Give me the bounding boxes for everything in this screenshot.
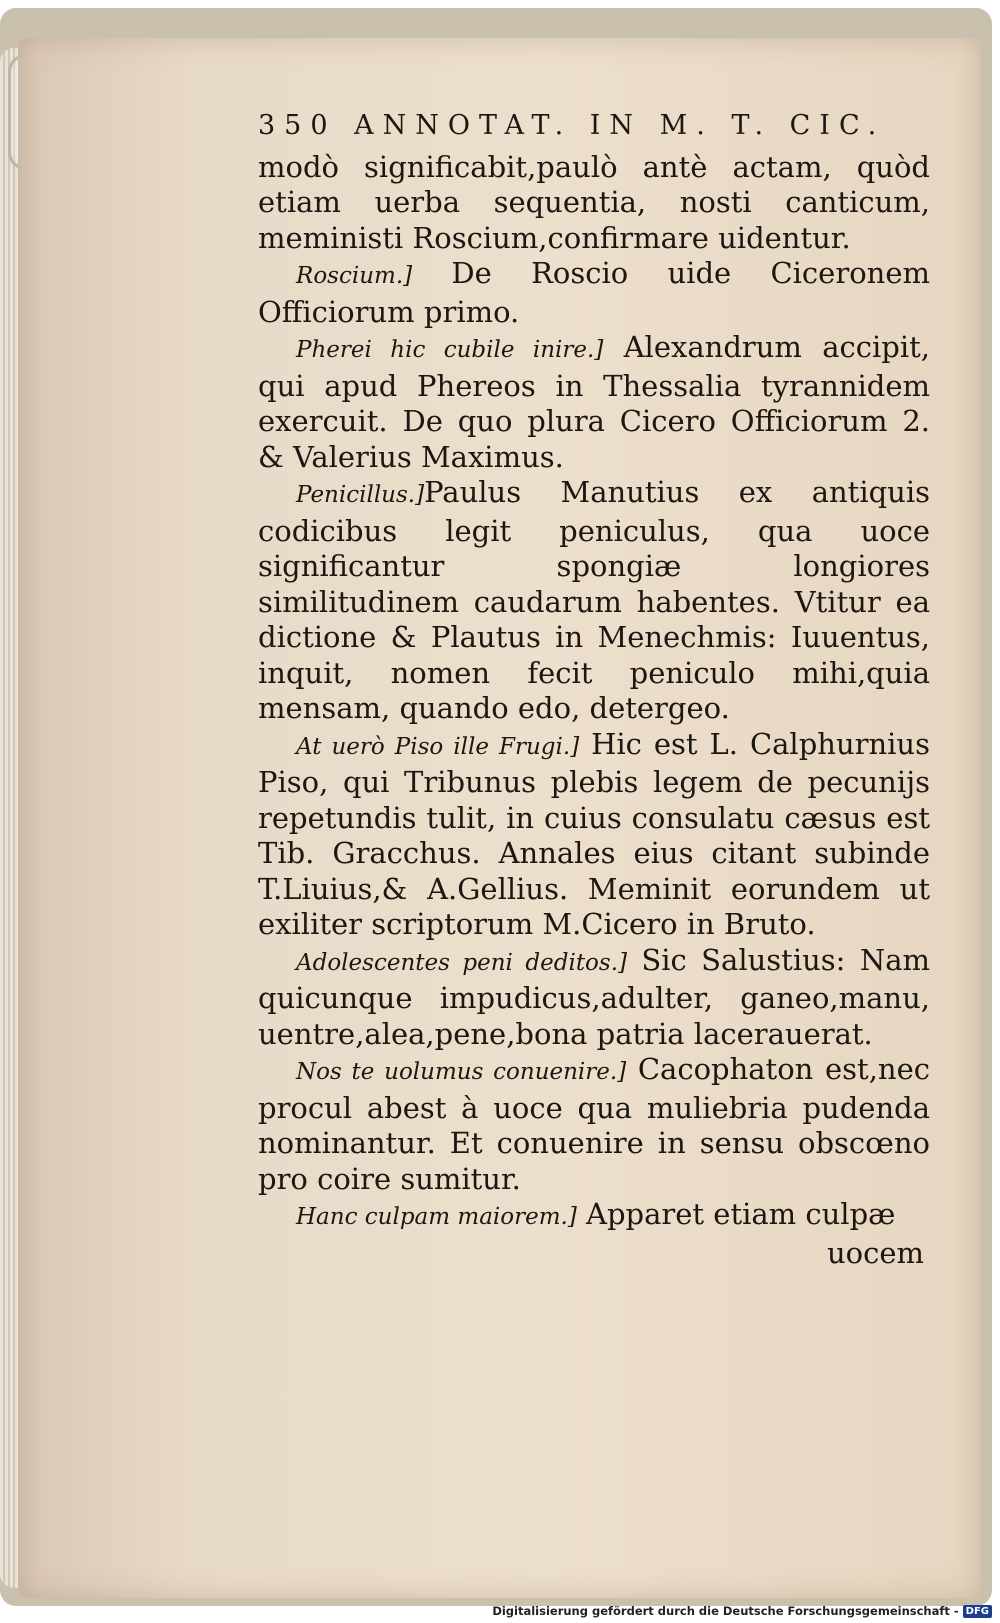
lemma: Roscium.] — [296, 263, 413, 289]
annotation-entry — [258, 256, 930, 330]
lemma: At uerò Piso ille Frugi.] — [296, 733, 580, 760]
annotation-entry — [258, 943, 930, 1053]
annotation-entry — [258, 330, 930, 475]
annotation-text: Alexandrum accipit, qui apud Phereos in Thessalia tyrannidem exercuit. De quo plura Cicero Officiorum 2. & Valerius Maximus. — [258, 330, 930, 474]
footer-credit: Digitalisierung gefördert durch die Deutsche Forschungsgemeinschaft - — [492, 1604, 959, 1618]
catchword: uocem — [826, 1235, 924, 1270]
annotation-text: Hic est L. Calphurnius Piso, qui Tribunus plebis legem de pecunijs repetundis tulit, in cuius consulatu cæsus est Tib. Gracchus. Annales eius citant subinde T.Liuius,& A.Gellius. Meminit eorundem ut exiliter scriptorum M.Cicero in Bruto. — [258, 726, 930, 941]
running-head: 350 ANNOTAT. IN M. T. CIC. — [258, 110, 886, 141]
annotation-entry — [258, 475, 930, 727]
lemma: Penicillus.] — [296, 482, 425, 508]
lemma: Hanc culpam maiorem.] — [296, 1204, 577, 1230]
annotation-text: Sic Salustius: Nam quicunque impudicus,adulter, ganeo,manu, uentre,alea,pene,bona patria lacerauerat. — [258, 942, 930, 1051]
lemma: Nos te uolumus conuenire.] — [296, 1059, 627, 1085]
annotation-text: Cacophaton est,nec procul abest à uoce qua muliebria pudenda nominantur. Et conuenire in sensu obscœno pro coire sumitur. — [258, 1052, 931, 1196]
opening-paragraph: modò significabit,paulò antè actam, quòd etiam uerba sequentia, nosti canticum, meministi Roscium,confirmare uidentur. — [258, 149, 930, 255]
annotation-text: Paulus Manutius ex antiquis codicibus legit peniculus, qua uoce significantur spongiæ longiores similitudinem caudarum habentes. Vtitur ea dictione & Plautus in Menechmis: Iuuentus, inquit, nomen fecit peniculo mihi,quia mensam, quando edo, detergeo. — [258, 475, 930, 725]
dfg-logo: DFG — [963, 1605, 992, 1618]
annotation-entry — [258, 1197, 930, 1236]
annotation-entry — [258, 727, 930, 943]
annotation-entry — [258, 1052, 930, 1197]
page-text — [258, 108, 930, 1271]
annotation-text: Apparet etiam culpæ — [576, 1197, 896, 1231]
lemma: Pherei hic cubile inire.] — [296, 337, 604, 363]
annotation-text: De Roscio uide Ciceronem Officiorum primo. — [258, 256, 930, 329]
lemma: Adolescentes peni deditos.] — [296, 949, 627, 976]
digitization-footer — [492, 1601, 992, 1621]
